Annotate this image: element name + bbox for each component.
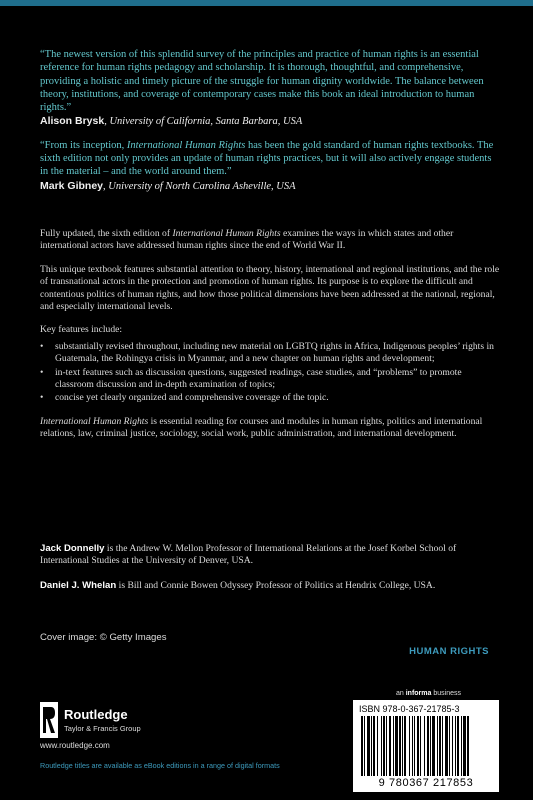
author-bio-text: is Bill and Connie Bowen Odyssey Professor of Politics at Hendrix College, USA. [116, 579, 436, 591]
barcode-bar [432, 716, 435, 776]
list-item: • substantially revised throughout, including new material on LGBTQ rights in Africa, Indigenous peoples’ rights in Guatemala, the Rohingya crisis in Myanmar, and a new chapter on human rights and development; [40, 341, 500, 366]
book-title: International Human Rights [126, 139, 246, 151]
quote-text: “From its inception, [40, 139, 127, 151]
description-paragraph: This unique textbook features substantial attention to theory, history, international and regional institutions, and the role of transnational actors in the protection and promotion of human rights. Its purpose is to explore the difficult and contentious politics of human rights, and how those political dimensions have been addressed at the national, regional, and especially international levels. [40, 263, 500, 313]
endorsement-attribution-1: Alison Brysk, University of California, Santa Barbara, USA [40, 115, 303, 128]
author-bio [40, 543, 502, 568]
barcode-bar [386, 716, 387, 776]
barcode-bar [449, 716, 450, 776]
barcode-bar [420, 716, 421, 776]
cover-credit: Cover image: © Getty Images [40, 632, 167, 643]
author-bios [40, 543, 502, 604]
ebook-note: Routledge titles are available as eBook editions in a range of digital formats [40, 761, 280, 770]
author-bio-text: is the Andrew W. Mellon Professor of International Relations at the Josef Korbel School of International Studies at the University of Denver, USA. [40, 543, 457, 567]
publisher-logo [40, 702, 240, 742]
subject-category: HUMAN RIGHTS [409, 646, 489, 657]
endorser-affiliation: University of North Carolina Asheville, USA [108, 180, 296, 192]
list-item: • in-text features such as discussion questions, suggested readings, case studies, and “problems” to promote classroom discussion and in-depth examination of topics; [40, 367, 500, 392]
barcode-bar [412, 716, 413, 776]
endorsement-attribution-2: Mark Gibney, University of North Carolina Asheville, USA [40, 179, 296, 192]
business-text: business [431, 690, 461, 697]
barcode-bar [461, 716, 462, 776]
barcode-bar [393, 716, 394, 776]
isbn-text: ISBN 978-0-367-21785-3 [359, 704, 460, 714]
barcode-number: 9 780367 217853 [378, 777, 474, 789]
description-text: Fully updated, the sixth edition of [40, 228, 173, 239]
list-item: • concise yet clearly organized and comprehensive coverage of the topic. [40, 392, 500, 404]
description-text: is essential reading for courses and modules in human rights, politics and international relations, law, criminal justice, sociology, social work, public administration, and international development. [40, 415, 483, 440]
description-text: examines the ways in which states and other international actors have addressed human rights since the end of World War II. [40, 228, 454, 252]
publisher-url: www.routledge.com [40, 741, 110, 750]
book-description [40, 228, 500, 452]
endorsements [40, 48, 495, 203]
endorser-name: Alison Brysk [40, 115, 105, 128]
barcode-bar [367, 716, 370, 776]
barcode-bar [414, 716, 415, 776]
book-title: International Human Rights [40, 415, 149, 427]
author-name: Daniel J. Whelan [40, 579, 117, 591]
publisher-group: Taylor & Francis Group [64, 724, 141, 733]
barcode-bar [442, 716, 443, 776]
description-paragraph [40, 416, 500, 441]
informa-business [396, 690, 461, 697]
informa-brand: informa [405, 690, 432, 697]
routledge-logo-icon [40, 702, 58, 738]
barcode-bar [409, 716, 410, 776]
barcode-bar [373, 716, 375, 776]
features-intro: Key features include: [40, 324, 123, 336]
barcode-icon [359, 716, 493, 776]
business-text: an [396, 690, 406, 697]
barcode-bar [467, 716, 469, 776]
barcode-bar [399, 716, 401, 776]
publisher-name: Routledge [64, 707, 128, 722]
endorsement-quote-2 [40, 139, 495, 179]
book-title: International Human Rights [172, 228, 281, 239]
author-bio [40, 580, 502, 592]
quote-text: has been the gold standard of human rights textbooks. The sixth edition not only provides an update of human rights practices, but it will also actively engage students in the material – and the world around them.” [40, 139, 494, 178]
barcode-bar [439, 716, 441, 776]
barcode-bar [424, 716, 425, 776]
barcode-bar [445, 716, 448, 776]
barcode-bar [361, 716, 363, 776]
top-accent-bar [0, 0, 533, 6]
barcode-bar [395, 716, 398, 776]
barcode-bar [371, 716, 372, 776]
barcode-bar [364, 716, 365, 776]
barcode-bar [417, 716, 419, 776]
barcode-bar [457, 716, 459, 776]
barcode-bar [452, 716, 453, 776]
barcode-panel [353, 700, 499, 792]
description-paragraph [40, 228, 500, 253]
barcode-bar [427, 716, 429, 776]
barcode-bar [404, 716, 406, 776]
barcode-bar [383, 716, 385, 776]
barcode-bar [389, 716, 391, 776]
barcode-bar [381, 716, 382, 776]
author-name: Jack Donnelly [40, 543, 105, 554]
features-list [40, 341, 500, 405]
barcode-bar [437, 716, 438, 776]
barcode-bar [463, 716, 466, 776]
barcode-bar [377, 716, 378, 776]
endorser-affiliation: University of California, Santa Barbara, USA [109, 116, 303, 128]
barcode-bar [430, 716, 431, 776]
barcode-bar [455, 716, 456, 776]
barcode-bar [402, 716, 403, 776]
endorsement-quote-1: “The newest version of this splendid survey of the principles and practice of human rights is an essential reference for human rights pedagogy and scholarship. It is thorough, thoughtful, and comprehensive, providing a holistic and timely picture of the struggle for human dignity worldwide. The balance between theory, institutions, and coverage of contemporary cases make this book an ideal introduction to human rights.” [40, 49, 484, 114]
endorser-name: Mark Gibney [40, 179, 104, 192]
